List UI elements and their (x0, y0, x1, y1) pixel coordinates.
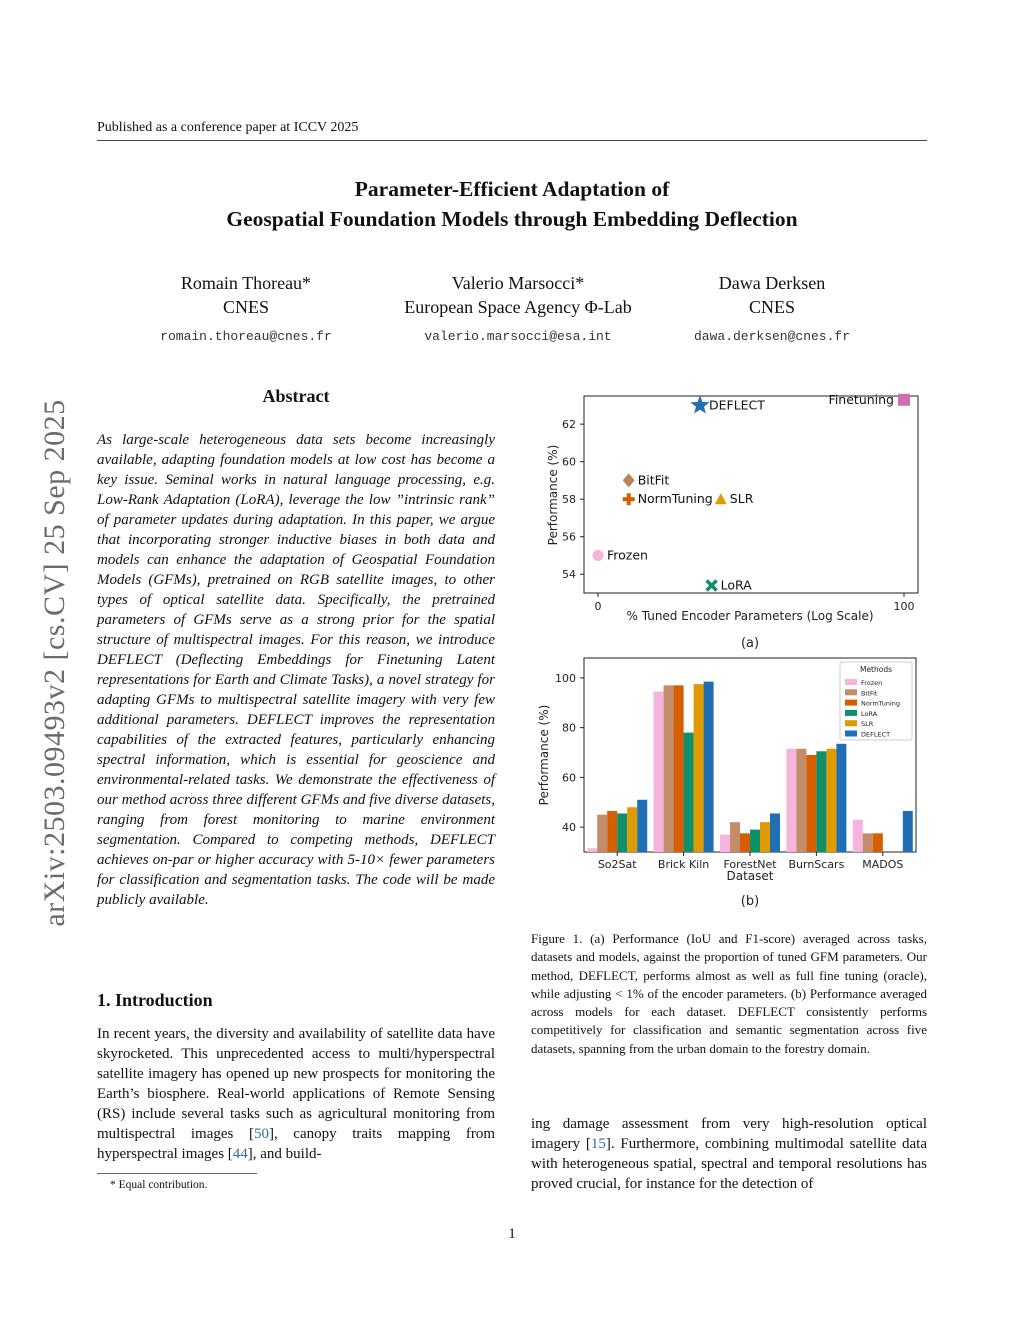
legend-swatch (845, 710, 857, 716)
intro-text: In recent years, the diversity and availability of satellite data have skyrocketed. This unprecedented access to multi/hyperspectral satellite imagery has opened up new prospects for monitoring the Earth’s biosphere. Real-world applications of Remote Sensing (RS) include several tasks such as agricultural monitoring from multispectral images [ (97, 1026, 495, 1142)
intro-paragraph-continued (531, 1114, 927, 1194)
category-label: MADOS (862, 858, 904, 871)
bar-normtuning-mados (873, 833, 883, 852)
intro-text: ], canopy traits mapping from hyperspectral images [ (97, 1126, 495, 1162)
y-tick-label: 54 (562, 568, 576, 582)
bar-frozen-burnscars (786, 749, 796, 852)
x-axis-label: % Tuned Encoder Parameters (Log Scale) (626, 609, 874, 623)
bar-deflect-mados (903, 811, 913, 852)
marker-plus (627, 493, 631, 505)
legend-label: BitFit (861, 689, 878, 698)
paper-title-line-1: Parameter-Efficient Adaptation of (354, 177, 670, 201)
x-tick-label: 100 (893, 600, 915, 613)
legend-label: SLR (861, 720, 874, 729)
bar-deflect-brick-kiln (704, 682, 714, 852)
citation-link[interactable]: 15 (590, 1136, 606, 1152)
bar-bitfit-forestnet (730, 822, 740, 852)
bar-lora-forestnet (750, 830, 760, 852)
data-point-deflect (691, 395, 766, 413)
bar-lora-burnscars (816, 751, 826, 852)
header-rule (97, 140, 927, 141)
author-email[interactable]: dawa.derksen@cnes.fr (693, 329, 851, 344)
category-label: ForestNet (723, 858, 777, 871)
bar-slr-burnscars (826, 749, 836, 852)
bar-bitfit-brick-kiln (664, 685, 674, 852)
author-name: Valerio Marsocci* (451, 273, 585, 293)
legend-label: LoRA (861, 709, 878, 718)
author-affiliation: CNES (748, 297, 795, 317)
bar-normtuning-brick-kiln (674, 685, 684, 852)
point-label: NormTuning (637, 491, 713, 507)
x-tick-label: 0 (594, 600, 602, 613)
citation-link[interactable]: 44 (232, 1146, 248, 1162)
point-label: Finetuning (828, 391, 894, 407)
bar-deflect-burnscars (836, 744, 846, 852)
legend-swatch (845, 731, 857, 737)
bar-frozen-brick-kiln (654, 692, 664, 852)
bar-frozen-forestnet (720, 835, 730, 852)
arxiv-stamp: arXiv:2503.09493v2 [cs.CV] 25 Sep 2025 (38, 399, 71, 927)
bar-lora-brick-kiln (684, 733, 694, 852)
y-tick-label: 60 (562, 771, 576, 785)
bar-frozen-mados (853, 820, 863, 852)
author-name: Dawa Derksen (718, 273, 826, 293)
legend-swatch (845, 679, 857, 685)
marker-square (898, 394, 910, 406)
marker-triangle (715, 493, 727, 504)
author-affiliation: CNES (222, 297, 269, 317)
legend-label: NormTuning (861, 699, 901, 708)
intro-text: ing damage assessment from very high-resolution optical imagery [ (531, 1116, 927, 1152)
footnote: * Equal contribution. (110, 1179, 208, 1191)
bar-frozen-so2sat (587, 848, 597, 852)
author-block (368, 271, 668, 349)
abstract-heading: Abstract (262, 386, 330, 406)
bar-normtuning-so2sat (607, 811, 617, 852)
data-point-lora (707, 577, 753, 592)
author-block (126, 271, 366, 349)
y-tick-label: 62 (562, 418, 576, 432)
author-block (662, 271, 882, 349)
point-label: SLR (729, 491, 754, 507)
panel-label: (a) (740, 636, 760, 651)
legend-swatch (845, 720, 857, 726)
bar-slr-forestnet (760, 822, 770, 852)
y-tick-label: 60 (562, 455, 576, 469)
footnote-rule (97, 1173, 257, 1174)
abstract-text: As large-scale heterogeneous data sets become increasingly available, adapting foundation models at low cost has become a key issue. Seminal works in natural language processing, e.g. Low-Rank Adaptation (LoRA), leverage the low ”intrinsic rank” of parameter updates during adaptation. In this paper, we argue that incorporating stronger inductive biases in both data and models can enhance the adaptation of Geospatial Foundation Models (GFMs), pretrained on RGB satellite images, to other types of optical satellite data. Specifically, the pretrained parameters of GFMs serve as a strong prior for the spatial structure of multispectral images. For this reason, we introduce DEFLECT (Deflecting Embeddings for Finetuning Latent representations for Earth and Climate Tasks), a novel strategy for adapting GFMs to multispectral satellite imagery with very few additional parameters. DEFLECT improves the representation capabilities of the extracted features, particularly enhancing spectral information, which is essential for geoscience and environmental-related tasks. We demonstrate the effectiveness of our method across three different GFMs and five diverse datasets, ranging from forest monitoring to marine environment segmentation. Compared to competing methods, DEFLECT achieves on-par or higher accuracy with 5-10× fewer parameters for classification and segmentation tasks. The code will be made publicly available. (97, 432, 495, 908)
bar-bitfit-so2sat (597, 815, 607, 852)
point-label: LoRA (720, 577, 752, 593)
point-label: BitFit (637, 472, 670, 488)
category-label: BurnScars (788, 858, 845, 871)
data-point-frozen (593, 547, 648, 562)
data-point-normtuning (623, 491, 713, 506)
marker-circle (593, 550, 604, 561)
figure-1-caption: Figure 1. (a) Performance (IoU and F1-score) averaged across tasks, datasets and models, against the proportion of tuned GFM parameters. Our method, DEFLECT, performs almost as well as full fine tuning (oracle), while adjusting < 1% of the encoder parameters. (b) Performance averaged across models for each dataset. DEFLECT consistently performs competitively for classification and semantic segmentation across five datasets, spanning from the urban domain to the forestry domain. (531, 931, 927, 1056)
y-axis-label: Performance (%) (546, 444, 560, 546)
bar-deflect-so2sat (637, 800, 647, 852)
y-tick-label: 56 (562, 530, 576, 544)
bar-bitfit-mados (863, 833, 873, 852)
y-tick-label: 100 (555, 671, 576, 685)
data-point-finetuning (829, 392, 910, 407)
category-label: Brick Kiln (657, 858, 710, 871)
author-email[interactable]: valerio.marsocci@esa.int (424, 329, 612, 344)
intro-paragraph (97, 1024, 495, 1164)
data-point-slr (715, 491, 754, 506)
y-axis-label: Performance (%) (537, 704, 551, 806)
bar-normtuning-burnscars (806, 755, 816, 852)
marker-diamond (623, 473, 635, 487)
y-tick-label: 40 (562, 821, 576, 835)
figure-1b-bar-chart (530, 650, 930, 915)
author-email[interactable]: romain.thoreau@cnes.fr (160, 329, 332, 344)
legend-swatch (845, 689, 857, 695)
bar-lora-so2sat (617, 813, 627, 852)
bar-deflect-forestnet (770, 813, 780, 852)
panel-label: (b) (740, 894, 760, 909)
marker-star (691, 395, 710, 413)
page-number: 1 (508, 1226, 516, 1242)
data-point-bitfit (623, 472, 670, 487)
legend-title: Methods (859, 665, 893, 674)
bar-normtuning-forestnet (740, 833, 750, 852)
legend-label: Frozen (861, 679, 883, 687)
point-label: DEFLECT (708, 397, 765, 413)
y-tick-label: 80 (562, 721, 576, 735)
point-label: Frozen (607, 547, 648, 563)
bar-slr-brick-kiln (694, 684, 704, 852)
legend-swatch (845, 700, 857, 706)
figure-1a-scatter (530, 385, 930, 655)
author-name: Romain Thoreau* (180, 273, 312, 293)
bar-bitfit-burnscars (796, 749, 806, 852)
bar-slr-so2sat (627, 807, 637, 852)
paper-title-line-2: Geospatial Foundation Models through Embedding Deflection (226, 207, 798, 231)
y-tick-label: 58 (562, 493, 576, 507)
intro-text: ], and build- (247, 1146, 322, 1162)
author-affiliation: European Space Agency Φ-Lab (404, 297, 632, 317)
section-heading-introduction: 1. Introduction (97, 990, 213, 1010)
category-label: So2Sat (597, 858, 637, 871)
intro-text: ]. Furthermore, combining multimodal satellite data with heterogeneous spatial, spectral and temporal resolutions has proved crucial, for instance for the detection of (531, 1136, 928, 1192)
legend-label: DEFLECT (861, 730, 891, 739)
running-head: Published as a conference paper at ICCV 2025 (97, 120, 359, 135)
citation-link[interactable]: 50 (253, 1126, 269, 1142)
x-axis-label: Dataset (726, 869, 774, 883)
